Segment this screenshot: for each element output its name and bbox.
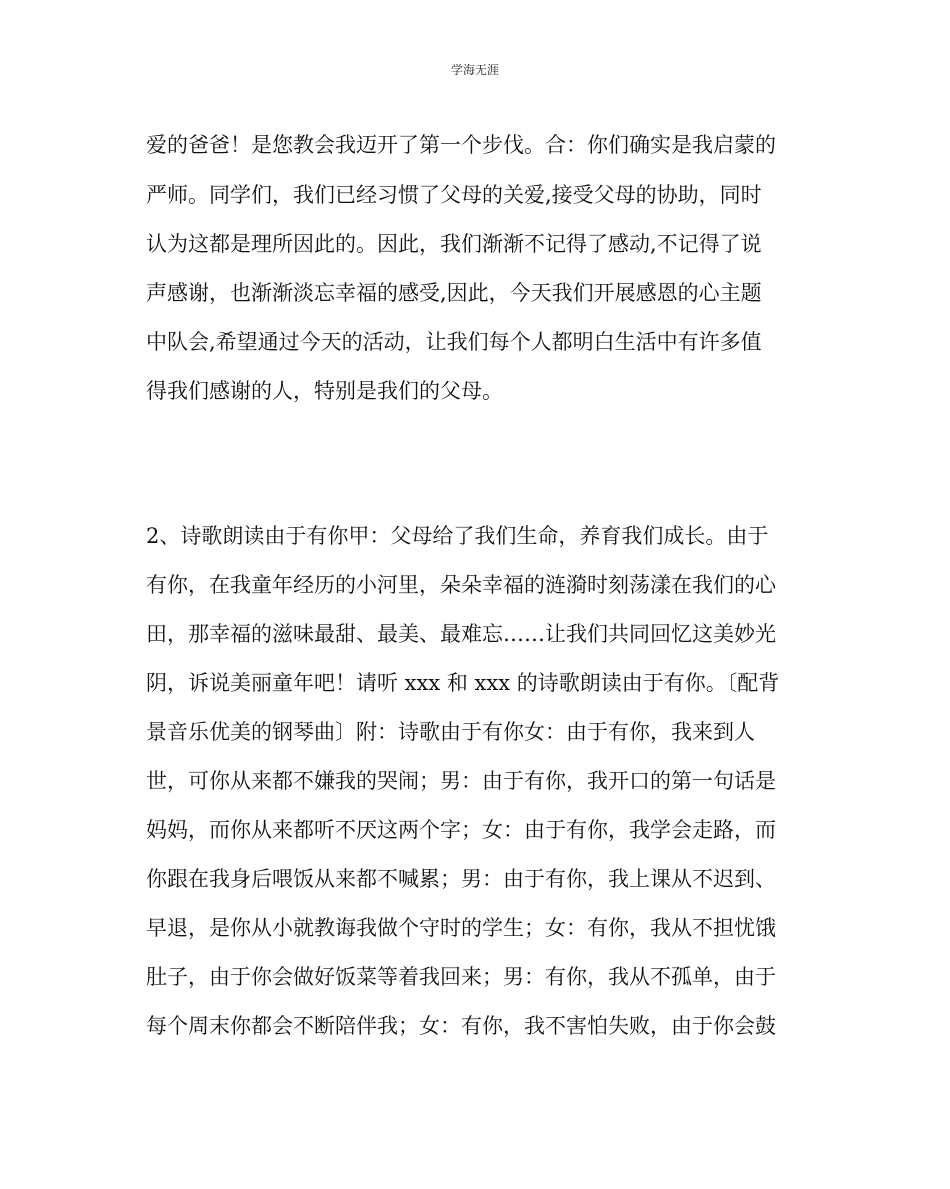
text-line: 世，可你从来都不嫌我的哭闹；男：由于有你，我开口的第一句话是 [146, 769, 776, 793]
text-line: 早退，是你从小就教诲我做个守时的学生；女：有你，我从不担忧饿 [146, 916, 776, 940]
text-line: 得我们感谢的人，特别是我们的父母。 [146, 379, 503, 403]
text-line: 肚子，由于你会做好饭菜等着我回来；男：有你，我从不孤单，由于 [146, 965, 776, 989]
text-line: 妈妈，而你从来都听不厌这两个字；女：由于有你，我学会走路，而 [146, 818, 776, 842]
text-line: 中队会,希望通过今天的活动，让我们每个人都明白生活中有许多值 [146, 330, 762, 354]
text-line: 每个周末你都会不断陪伴我；女：有你，我不害怕失败，由于你会鼓 [146, 1014, 776, 1038]
text-line: 2、诗歌朗读由于有你甲：父母给了我们生命，养育我们成长。由于 [146, 524, 769, 548]
page-header: 学海无涯 [450, 63, 499, 77]
text-line: 爱的爸爸！是您教会我迈开了第一个步伐。合：你们确实是我启蒙的 [146, 133, 776, 157]
text-line: 田，那幸福的滋味最甜、最美、最难忘……让我们共同回忆这美妙光 [146, 622, 776, 646]
text-line: 认为这都是理所因此的。因此，我们渐渐不记得了感动,不记得了说 [146, 232, 762, 256]
text-line: 严师。同学们，我们已经习惯了父母的关爱,接受父母的协助，同时 [146, 183, 762, 207]
text-line: 有你，在我童年经历的小河里，朵朵幸福的涟漪时刻荡漾在我们的心 [146, 573, 776, 597]
text-line: 你跟在我身后喂饭从来都不喊累；男：由于有你，我上课从不迟到、 [146, 867, 776, 891]
text-line: 阴，诉说美丽童年吧！请听 xxx 和 xxx 的诗歌朗读由于有你。〔配背 [146, 671, 780, 695]
text-line: 声感谢，也渐渐淡忘幸福的感受,因此，今天我们开展感恩的心主题 [146, 281, 762, 305]
text-line: 景音乐优美的钢琴曲〕附：诗歌由于有你女：由于有你，我来到人 [146, 720, 755, 744]
